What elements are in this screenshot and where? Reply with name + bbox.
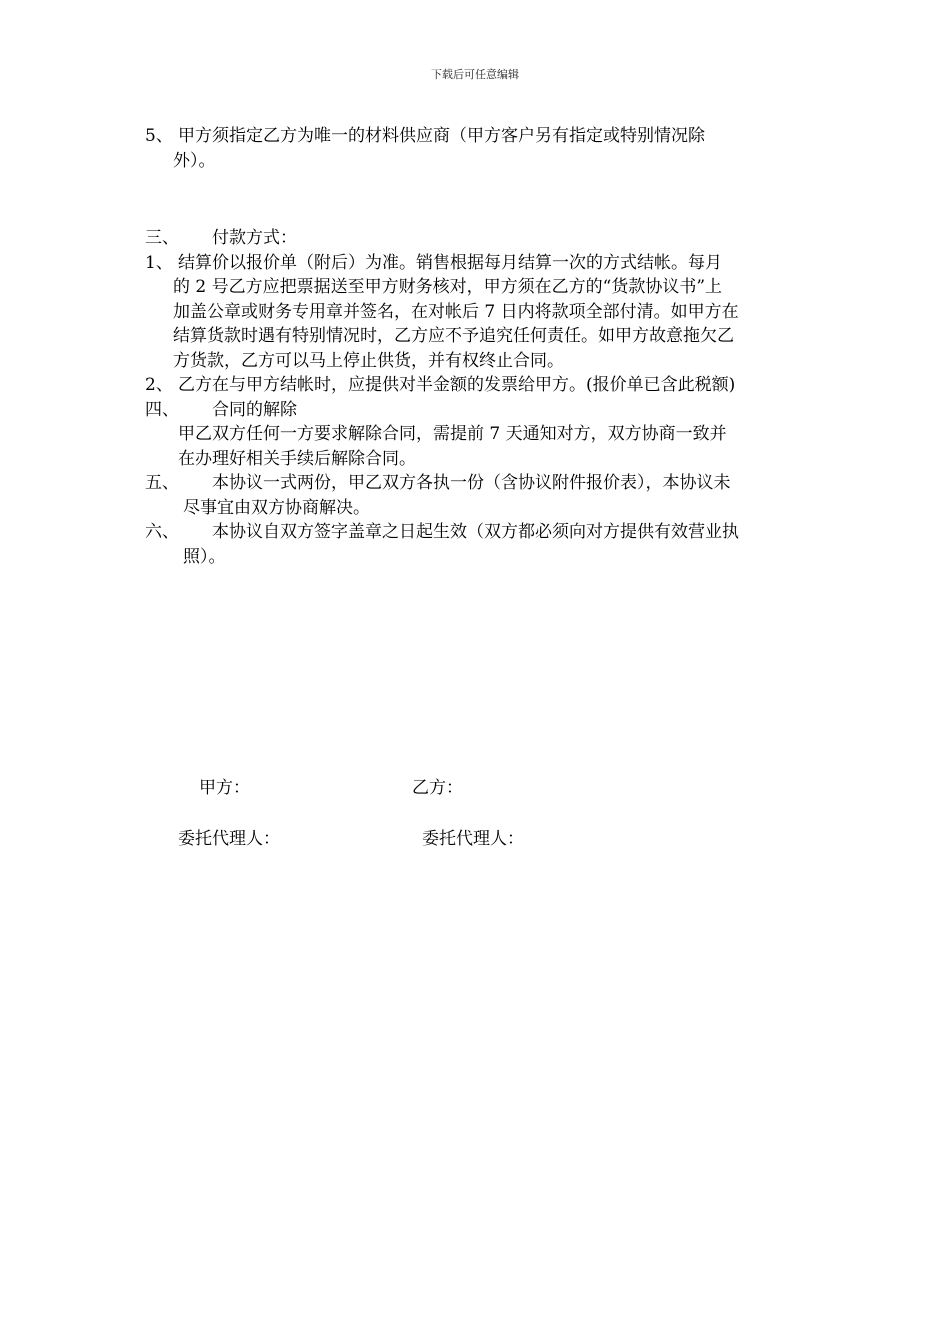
item-5 [145,124,810,173]
section-3-item-1-line-4: 结算货款时遇有特别情况时，乙方应不予追究任何责任。如甲方故意拖欠乙 [173,326,734,346]
section-3-item-1-line-2: 的 2 号乙方应把票据送至甲方财务核对，甲方须在乙方的“货款协议书”上 [173,277,723,297]
party-a-agent-label: 委托代理人： [178,829,280,849]
section-4-line-1: 甲乙双方任何一方要求解除合同，需提前 7 天通知对方，双方协商一致并 [178,424,727,444]
section-3-title: 付款方式： [212,228,297,248]
section-3-item-1-line-1: 结算价以报价单（附后）为准。销售根据每月结算一次的方式结帐。每月 [178,252,722,273]
section-6-line-1: 本协议自双方签字盖章之日起生效（双方都必须向对方提供有效营业执 [212,522,739,542]
section-4-heading [145,398,810,423]
section-3-item-2-text: 乙方在与甲方结帐时，应提供对半金额的发票给甲方。(报价单已含此税额) [178,375,736,395]
page-header: 下载后可任意编辑 [431,68,519,81]
item-5-line-1: 甲方须指定乙方为唯一的材料供应商（甲方客户另有指定或特别情况除 [178,126,705,146]
section-5-line-2: 尽事宜由双方协商解决。 [183,497,370,518]
section-3-item-1-line-3: 加盖公章或财务专用章并签名，在对帐后 7 日内将款项全部付清。如甲方在 [173,301,739,322]
party-b-agent-label: 委托代理人： [422,829,524,849]
section-3-item-1-line-5: 方货款，乙方可以马上停止供货，并有权终止合同。 [173,350,564,371]
section-3-item-1-number: 1、 [145,252,173,273]
section-3-item-2-number: 2、 [145,375,173,395]
item-5-line-2: 外）。 [173,150,216,171]
section-5-line-1: 本协议一式两份，甲乙双方各执一份（含协议附件报价表），本协议未 [212,473,731,493]
section-3-heading [145,226,810,251]
section-4-line-2: 在办理好相关手续后解除合同。 [178,448,416,469]
party-a-signature-label: 甲方： [199,778,250,798]
section-4-title: 合同的解除 [212,399,297,420]
section-6-number: 六、 [145,522,179,542]
section-6-line-2: 照）。 [183,546,226,567]
section-4-number: 四、 [145,399,179,420]
section-3 [145,226,810,569]
party-b-signature-label: 乙方： [412,778,463,798]
section-5-number: 五、 [145,473,179,493]
item-5-number: 5、 [145,126,173,146]
section-3-number: 三、 [145,228,179,248]
